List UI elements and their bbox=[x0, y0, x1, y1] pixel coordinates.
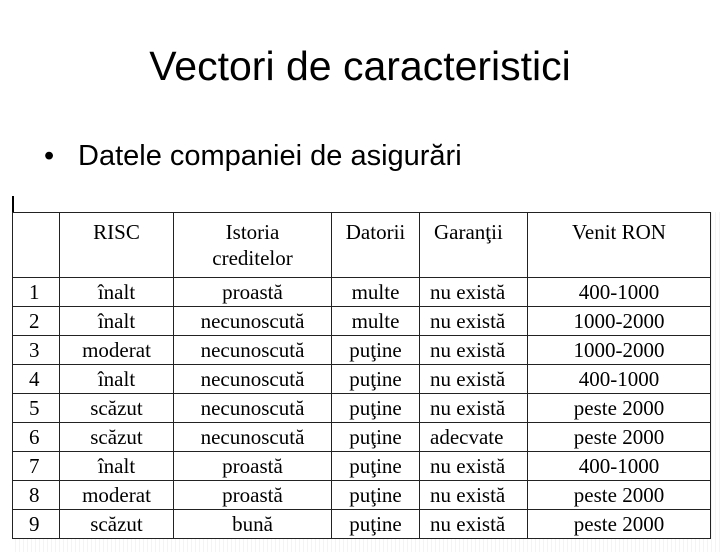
cell-datorii: puţine bbox=[332, 394, 420, 423]
cell-datorii: multe bbox=[332, 307, 420, 336]
cell-istoria: necunoscută bbox=[174, 336, 332, 365]
cell-risc: înalt bbox=[60, 365, 174, 394]
cell-garantii: nu există bbox=[420, 365, 528, 394]
cell-datorii: puţine bbox=[332, 452, 420, 481]
table-area bbox=[12, 212, 720, 552]
header-istoria-line2: creditelor bbox=[212, 246, 293, 270]
slide-title: Vectori de caracteristici bbox=[149, 43, 571, 89]
cell-index: 6 bbox=[13, 423, 60, 452]
table-row bbox=[13, 452, 711, 481]
cell-venit: peste 2000 bbox=[528, 510, 711, 539]
cell-garantii: nu există bbox=[420, 278, 528, 307]
cell-istoria: necunoscută bbox=[174, 365, 332, 394]
cell-istoria: necunoscută bbox=[174, 423, 332, 452]
cell-garantii: nu există bbox=[420, 307, 528, 336]
cell-istoria: necunoscută bbox=[174, 394, 332, 423]
cell-datorii: multe bbox=[332, 278, 420, 307]
cell-index: 2 bbox=[13, 307, 60, 336]
cell-venit: peste 2000 bbox=[528, 481, 711, 510]
header-istoria bbox=[174, 213, 332, 278]
cell-garantii: nu există bbox=[420, 394, 528, 423]
cell-datorii: puţine bbox=[332, 365, 420, 394]
cell-venit: 1000-2000 bbox=[528, 336, 711, 365]
cell-datorii: puţine bbox=[332, 336, 420, 365]
header-risc: RISC bbox=[60, 213, 174, 278]
insurance-data-table bbox=[12, 212, 711, 539]
cell-index: 7 bbox=[13, 452, 60, 481]
cell-risc: scăzut bbox=[60, 423, 174, 452]
cell-garantii: nu există bbox=[420, 336, 528, 365]
header-datorii: Datorii bbox=[332, 213, 420, 278]
bullet-item bbox=[44, 138, 462, 174]
cell-garantii: nu există bbox=[420, 510, 528, 539]
table-row bbox=[13, 510, 711, 539]
cell-istoria: proastă bbox=[174, 452, 332, 481]
header-venit: Venit RON bbox=[528, 213, 711, 278]
table-header-row bbox=[13, 213, 711, 278]
cell-risc: moderat bbox=[60, 481, 174, 510]
cell-datorii: puţine bbox=[332, 510, 420, 539]
table-row bbox=[13, 394, 711, 423]
cell-index: 3 bbox=[13, 336, 60, 365]
cell-index: 4 bbox=[13, 365, 60, 394]
cell-venit: peste 2000 bbox=[528, 394, 711, 423]
cell-istoria: proastă bbox=[174, 481, 332, 510]
table-row bbox=[13, 307, 711, 336]
cell-venit: 400-1000 bbox=[528, 365, 711, 394]
table-row bbox=[13, 481, 711, 510]
table-row bbox=[13, 336, 711, 365]
bullet-text: Datele companiei de asigurări bbox=[78, 140, 462, 172]
cell-garantii: nu există bbox=[420, 481, 528, 510]
cell-datorii: puţine bbox=[332, 481, 420, 510]
cell-index: 8 bbox=[13, 481, 60, 510]
cell-risc: moderat bbox=[60, 336, 174, 365]
table-row bbox=[13, 365, 711, 394]
cell-risc: înalt bbox=[60, 278, 174, 307]
header-garantii: Garanţii bbox=[420, 213, 528, 278]
cell-istoria: bună bbox=[174, 510, 332, 539]
cell-index: 5 bbox=[13, 394, 60, 423]
bullet-dot-icon: • bbox=[44, 140, 55, 172]
cell-istoria: necunoscută bbox=[174, 307, 332, 336]
cell-venit: 1000-2000 bbox=[528, 307, 711, 336]
table-row bbox=[13, 423, 711, 452]
cell-risc: scăzut bbox=[60, 394, 174, 423]
cell-risc: înalt bbox=[60, 307, 174, 336]
cell-venit: 400-1000 bbox=[528, 452, 711, 481]
cell-venit: 400-1000 bbox=[528, 278, 711, 307]
cell-risc: scăzut bbox=[60, 510, 174, 539]
cell-venit: peste 2000 bbox=[528, 423, 711, 452]
cell-garantii: adecvate bbox=[420, 423, 528, 452]
cell-index: 1 bbox=[13, 278, 60, 307]
header-istoria-line1: Istoria bbox=[225, 220, 280, 244]
cell-datorii: puţine bbox=[332, 423, 420, 452]
cell-garantii: nu există bbox=[420, 452, 528, 481]
cell-index: 9 bbox=[13, 510, 60, 539]
header-index bbox=[13, 213, 60, 278]
table-row bbox=[13, 278, 711, 307]
cell-risc: înalt bbox=[60, 452, 174, 481]
cell-istoria: proastă bbox=[174, 278, 332, 307]
